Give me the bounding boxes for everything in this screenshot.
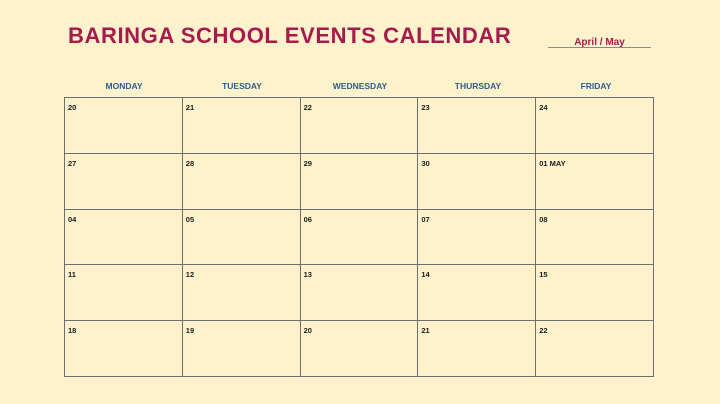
calendar-cell <box>65 210 183 266</box>
calendar-title: BARINGA SCHOOL EVENTS CALENDAR <box>68 23 512 48</box>
day-header-thursday: THURSDAY <box>454 81 502 91</box>
calendar-cell <box>418 265 536 321</box>
cell-date: 11 <box>68 270 76 280</box>
cell-date: 07 <box>421 214 430 224</box>
cell-date: 21 <box>185 103 195 112</box>
cell-date: 08 <box>539 214 548 224</box>
period-field <box>548 32 651 48</box>
calendar-cell <box>183 154 301 210</box>
calendar-cell <box>183 210 301 266</box>
calendar-cell <box>65 321 183 377</box>
calendar-cell <box>183 98 301 154</box>
cell-date: 12 <box>185 270 195 280</box>
calendar-cell <box>301 210 419 266</box>
day-header-monday: MONDAY <box>105 81 143 91</box>
cell-date: 27 <box>68 158 77 168</box>
calendar-cell <box>418 154 536 210</box>
calendar-cell <box>418 210 536 266</box>
cell-date: 06 <box>303 214 312 224</box>
cell-date: 28 <box>185 158 195 168</box>
calendar-cell <box>301 154 419 210</box>
calendar-cell <box>65 154 183 210</box>
calendar-cell <box>65 98 183 154</box>
period-label: April / May <box>574 37 625 48</box>
calendar-cell <box>418 98 536 154</box>
calendar-cell <box>418 321 536 377</box>
cell-date: 13 <box>303 270 312 280</box>
cell-date: 22 <box>303 103 312 112</box>
calendar-cell <box>301 265 419 321</box>
calendar-cell <box>301 321 419 377</box>
cell-date: 01 MAY <box>539 158 566 168</box>
calendar-cell <box>536 265 654 321</box>
calendar-cell <box>536 321 654 377</box>
cell-date: 18 <box>68 326 77 336</box>
day-header-wednesday: WEDNESDAY <box>332 81 388 91</box>
cell-date: 22 <box>539 326 548 336</box>
cell-date: 21 <box>421 326 430 336</box>
cell-date: 24 <box>539 103 548 112</box>
cell-date: 19 <box>185 326 195 336</box>
cell-date: 20 <box>68 103 77 112</box>
cell-date: 14 <box>421 270 430 280</box>
day-header-friday: FRIDAY <box>580 81 612 91</box>
calendar-cell <box>536 210 654 266</box>
day-header-tuesday: TUESDAY <box>222 81 262 91</box>
weekday-header-row <box>65 80 655 92</box>
calendar-cell <box>183 265 301 321</box>
cell-date: 04 <box>68 214 77 224</box>
cell-date: 30 <box>421 158 430 168</box>
calendar-cell <box>536 98 654 154</box>
cell-date: 05 <box>185 214 195 224</box>
calendar-grid <box>64 97 654 377</box>
cell-date: 23 <box>421 103 430 112</box>
calendar-cell <box>183 321 301 377</box>
calendar-cell <box>536 154 654 210</box>
cell-date: 20 <box>303 326 312 336</box>
cell-date: 15 <box>539 270 548 280</box>
calendar-cell <box>301 98 419 154</box>
cell-date: 29 <box>303 158 312 168</box>
calendar-cell <box>65 265 183 321</box>
